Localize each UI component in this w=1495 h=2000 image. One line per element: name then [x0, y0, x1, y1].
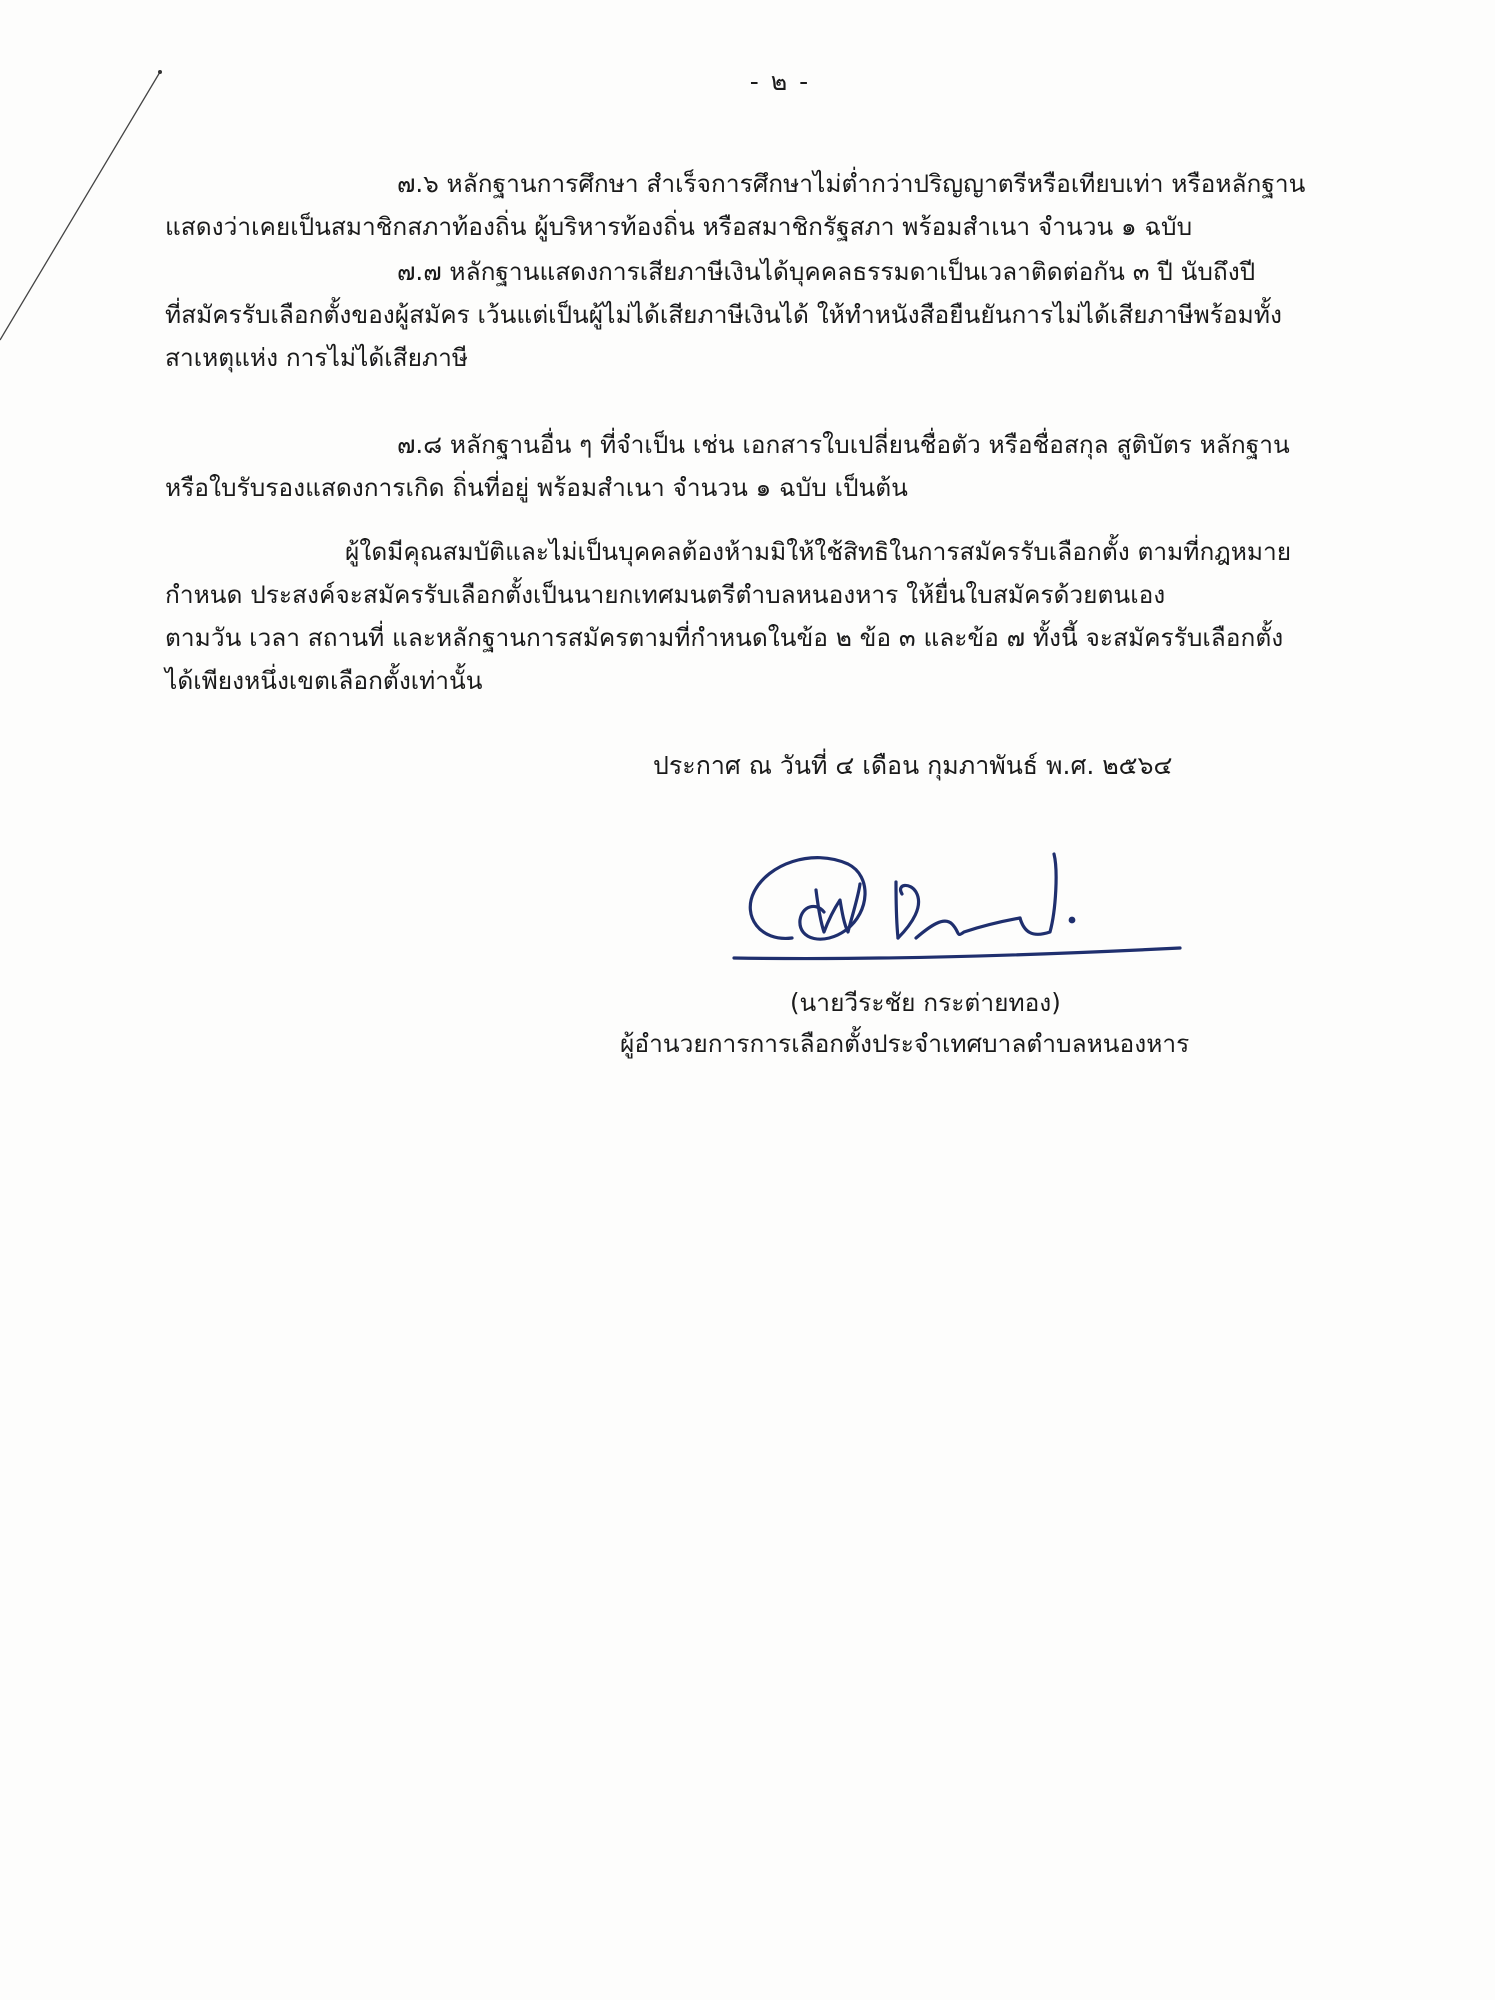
announcement-date: ประกาศ ณ วันที่ ๔ เดือน กุมภาพันธ์ พ.ศ. ๒๕๖๔ — [653, 751, 1173, 780]
item-continuation-line: หรือใบรับรองแสดงการเกิด ถิ่นที่อยู่ พร้อมสำเนา จำนวน ๑ ฉบับ เป็นต้น — [165, 473, 908, 502]
handwritten-signature — [720, 820, 1190, 970]
page-number: - ๒ - — [749, 67, 811, 96]
signer-title: ผู้อำนวยการการเลือกตั้งประจำเทศบาลตำบลหนองหาร — [620, 1029, 1190, 1058]
paragraph-line: ตามวัน เวลา สถานที่ และหลักฐานการสมัครตามที่กำหนดในข้อ ๒ ข้อ ๓ และข้อ ๗ ทั้งนี้ จะสมัครรับเลือกตั้ง — [165, 623, 1284, 652]
item-7-6 — [165, 162, 1380, 248]
item-continuation-line: ที่สมัครรับเลือกตั้งของผู้สมัคร เว้นแต่เป็นผู้ไม่ได้เสียภาษีเงินได้ ให้ทำหนังสือยืนยันการไม่ได้เสียภาษีพร้อมทั้ง — [165, 300, 1282, 329]
item-7-7 — [165, 250, 1380, 379]
closing-paragraph — [165, 530, 1380, 702]
item-continuation-line: แสดงว่าเคยเป็นสมาชิกสภาท้องถิ่น ผู้บริหารท้องถิ่น หรือสมาชิกรัฐสภา พร้อมสำเนา จำนวน ๑ ฉบับ — [165, 212, 1193, 241]
item-continuation-line: สาเหตุแห่ง การไม่ได้เสียภาษี — [165, 343, 469, 372]
paragraph-first-line: ผู้ใดมีคุณสมบัติและไม่เป็นบุคคลต้องห้ามมิให้ใช้สิทธิในการสมัครรับเลือกตั้ง ตามที่กฎหมาย — [345, 537, 1292, 566]
item-7-8 — [165, 423, 1380, 509]
item-first-line: ๗.๘ หลักฐานอื่น ๆ ที่จำเป็น เช่น เอกสารใบเปลี่ยนชื่อตัว หรือชื่อสกุล สูติบัตร หลักฐาน — [397, 430, 1290, 459]
signer-name: (นายวีระชัย กระต่ายทอง) — [790, 988, 1061, 1017]
paragraph-line: ได้เพียงหนึ่งเขตเลือกตั้งเท่านั้น — [165, 666, 483, 695]
paragraph-line: กำหนด ประสงค์จะสมัครรับเลือกตั้งเป็นนายกเทศมนตรีตำบลหนองหาร ให้ยื่นใบสมัครด้วยตนเอง — [165, 580, 1166, 609]
item-first-line: ๗.๖ หลักฐานการศึกษา สำเร็จการศึกษาไม่ต่ำกว่าปริญญาตรีหรือเทียบเท่า หรือหลักฐาน — [397, 169, 1306, 198]
item-first-line: ๗.๗ หลักฐานแสดงการเสียภาษีเงินได้บุคคลธรรมดาเป็นเวลาติดต่อกัน ๓ ปี นับถึงปี — [397, 257, 1256, 286]
